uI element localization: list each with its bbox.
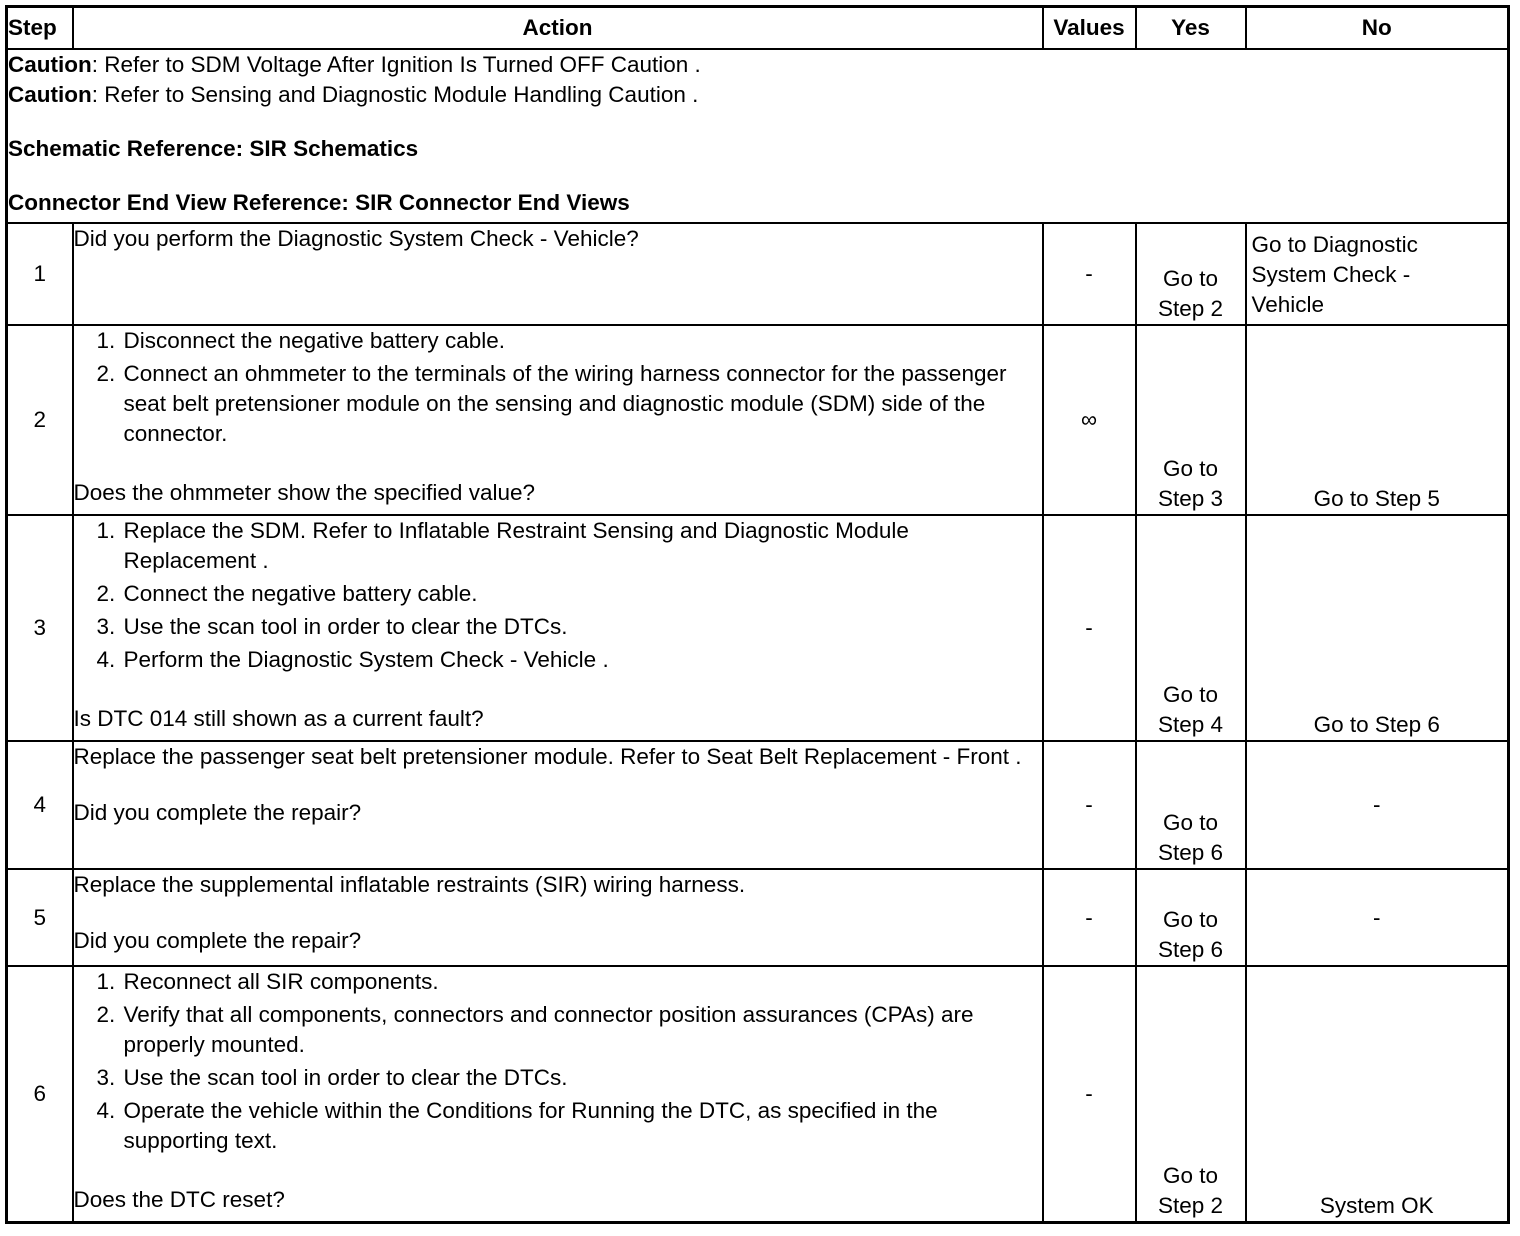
- yes-cell: Go to Step 3: [1136, 325, 1246, 515]
- action-list: [74, 326, 1042, 449]
- table-row: [7, 966, 1509, 1222]
- action-cell: [73, 869, 1043, 966]
- action-text: Replace the passenger seat belt pretensioner module. Refer to Seat Belt Replacement - Front .: [73, 744, 1022, 769]
- list-item: 1. Replace the SDM. Refer to Inflatable Restraint Sensing and Diagnostic Module Replacement .: [122, 516, 1042, 576]
- list-item: 2. Connect an ohmmeter to the terminals of the wiring harness connector for the passenger seat belt pretensioner module on the sensing and diagnostic module (SDM) side of the connector.: [122, 359, 1042, 449]
- list-item: 2. Connect the negative battery cable.: [122, 579, 1042, 609]
- value-cell: ∞: [1043, 325, 1136, 515]
- table-row: [7, 325, 1509, 515]
- action-question: Does the ohmmeter show the specified value?: [73, 480, 536, 505]
- no-cell: -: [1246, 869, 1509, 966]
- header-action: Action: [73, 7, 1043, 50]
- value-cell: -: [1043, 515, 1136, 741]
- no-cell: Go to Diagnostic System Check - Vehicle: [1246, 223, 1509, 325]
- header-step: Step: [7, 7, 73, 50]
- caution-text: : Refer to Sensing and Diagnostic Module Handling Caution .: [91, 82, 699, 107]
- diagnostic-table: [5, 5, 1510, 1224]
- action-cell: [73, 325, 1043, 515]
- action-list: [74, 516, 1042, 675]
- value-cell: -: [1043, 966, 1136, 1222]
- action-list: [74, 967, 1042, 1156]
- notes-cell: [7, 49, 1509, 223]
- table-row: [7, 869, 1509, 966]
- action-question: Is DTC 014 still shown as a current fault?: [73, 706, 484, 731]
- yes-cell: Go to Step 2: [1136, 223, 1246, 325]
- caution-label: Caution: [8, 52, 92, 77]
- header-yes: Yes: [1136, 7, 1246, 50]
- step-number: 1: [7, 223, 73, 325]
- action-question: Did you complete the repair?: [73, 928, 362, 953]
- caution-text: : Refer to SDM Voltage After Ignition Is Turned OFF Caution .: [91, 52, 701, 77]
- action-text: Replace the supplemental inflatable restraints (SIR) wiring harness.: [73, 872, 746, 897]
- no-cell: System OK: [1246, 966, 1509, 1222]
- header-values: Values: [1043, 7, 1136, 50]
- action-cell: [73, 515, 1043, 741]
- table-row: [7, 741, 1509, 869]
- action-cell: [73, 223, 1043, 325]
- caution-label: Caution: [8, 82, 92, 107]
- schematic-reference: Schematic Reference: SIR Schematics: [8, 136, 419, 161]
- action-cell: [73, 741, 1043, 869]
- yes-cell: Go to Step 4: [1136, 515, 1246, 741]
- table-row: [7, 515, 1509, 741]
- list-item: 3. Use the scan tool in order to clear the DTCs.: [122, 612, 1042, 642]
- list-item: 1. Disconnect the negative battery cable.: [122, 326, 1042, 356]
- action-question: Does the DTC reset?: [73, 1187, 285, 1212]
- header-no: No: [1246, 7, 1509, 50]
- step-number: 2: [7, 325, 73, 515]
- header-row: [7, 7, 1509, 50]
- no-cell: -: [1246, 741, 1509, 869]
- step-number: 5: [7, 869, 73, 966]
- list-item: 2. Verify that all components, connectors and connector position assurances (CPAs) are properly mounted.: [122, 1000, 1042, 1060]
- yes-cell: Go to Step 6: [1136, 741, 1246, 869]
- table-row: [7, 223, 1509, 325]
- notes-row: [7, 49, 1509, 223]
- list-item: 1. Reconnect all SIR components.: [122, 967, 1042, 997]
- list-item: 4. Perform the Diagnostic System Check - Vehicle .: [122, 645, 1042, 675]
- yes-cell: Go to Step 2: [1136, 966, 1246, 1222]
- step-number: 3: [7, 515, 73, 741]
- step-number: 6: [7, 966, 73, 1222]
- no-cell: Go to Step 5: [1246, 325, 1509, 515]
- step-number: 4: [7, 741, 73, 869]
- caution-line: [8, 80, 1507, 110]
- action-question: Did you perform the Diagnostic System Check - Vehicle?: [73, 226, 639, 251]
- caution-line: [8, 50, 1507, 80]
- value-cell: -: [1043, 869, 1136, 966]
- list-item: 3. Use the scan tool in order to clear the DTCs.: [122, 1063, 1042, 1093]
- value-cell: -: [1043, 223, 1136, 325]
- yes-cell: Go to Step 6: [1136, 869, 1246, 966]
- action-question: Did you complete the repair?: [73, 800, 362, 825]
- value-cell: -: [1043, 741, 1136, 869]
- list-item: 4. Operate the vehicle within the Conditions for Running the DTC, as specified in the supporting text.: [122, 1096, 1042, 1156]
- connector-reference: Connector End View Reference: SIR Connector End Views: [8, 190, 630, 215]
- action-cell: [73, 966, 1043, 1222]
- no-cell: Go to Step 6: [1246, 515, 1509, 741]
